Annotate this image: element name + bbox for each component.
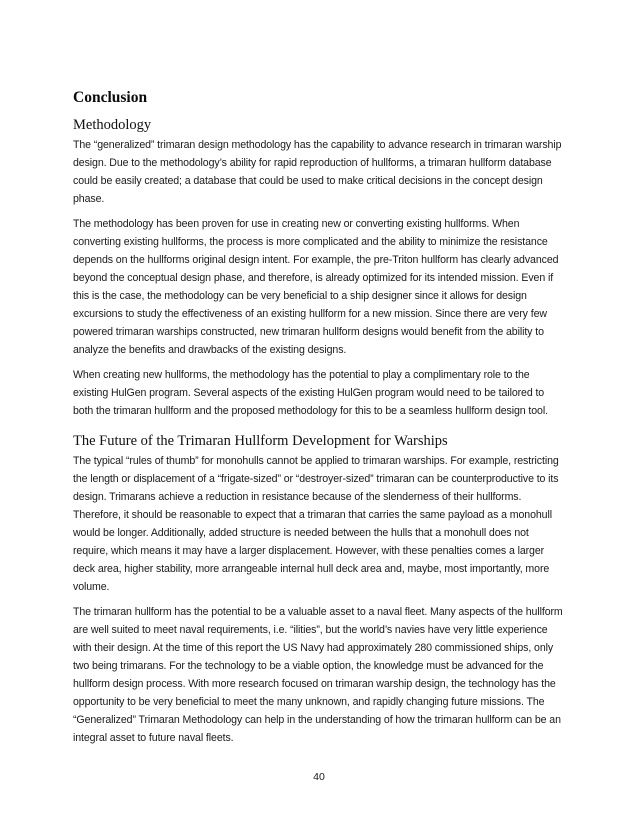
methodology-paragraph-2: The methodology has been proven for use in creating new or converting existing hullforms. When converting existing hullforms, the process is more complicated and the ability to minimize the resistance depends on the hullforms original design intent. For example, the pre-Triton hullform has clearly advanced beyond the conceptual design phase, and therefore, is already optimized for its intended mission. Even if this is the case, the methodology can be very beneficial to a ship designer since it allows for design excursions to study the effectiveness of an existing hullform for a new mission. Since there are very few powered trimaran warships constructed, new trimaran hullform designs would benefit from the ability to analyze the benefits and drawbacks of the existing designs. (73, 218, 559, 356)
methodology-paragraph-1: The “generalized” trimaran design methodology has the capability to advance research in trimaran warship design. Due to the methodology’s ability for rapid reproduction of hullforms, a trimaran hullform database could be easily created; a database that could be used to make critical decisions in the concept design phase. (73, 139, 562, 205)
page-content (73, 88, 563, 754)
page-number: 40 (313, 771, 325, 783)
subsection-title-methodology: Methodology (73, 117, 152, 133)
methodology-paragraph-3: When creating new hullforms, the methodology has the potential to play a complimentary role to the existing HulGen program. Several aspects of the existing HulGen program would need to be tailored to both the trimaran hullform and the proposed methodology for this to be a seamless hullform design tool. (73, 369, 548, 417)
section-title-conclusion: Conclusion (73, 89, 148, 106)
future-paragraph-2: The trimaran hullform has the potential to be a valuable asset to a naval fleet. Many aspects of the hullform are well suited to meet naval requirements, i.e. “ilities”, but the world’s navies have very little experience with their design. At the time of this report the US Navy had approximately 280 commissioned ships, only two being trimarans. For the technology to be a viable option, the knowledge must be advanced for the hullform design process. With more research focused on trimaran warship design, the technology has the opportunity to be very beneficial to meet the many unknown, and rapidly changing future missions. The “Generalized” Trimaran Methodology can help in the understanding of how the trimaran hullform can be an integral asset to future naval fleets. (73, 606, 563, 744)
future-paragraph-1: The typical “rules of thumb” for monohulls cannot be applied to trimaran warships. For example, restricting the length or displacement of a “frigate-sized” or “destroyer-sized” trimaran can be counterproductive to its design. Trimarans achieve a reduction in resistance because of the slenderness of their hullforms. Therefore, it should be reasonable to expect that a trimaran that carries the same payload as a monohull would be longer. Additionally, added structure is needed between the hulls that a monohull does not require, which means it may have a larger displacement. However, with these penalties comes a larger deck area, higher stability, more arrangeable internal hull deck area and, maybe, most importantly, more volume. (73, 455, 559, 593)
subsection-title-future-trimaran: The Future of the Trimaran Hullform Development for Warships (73, 433, 448, 449)
